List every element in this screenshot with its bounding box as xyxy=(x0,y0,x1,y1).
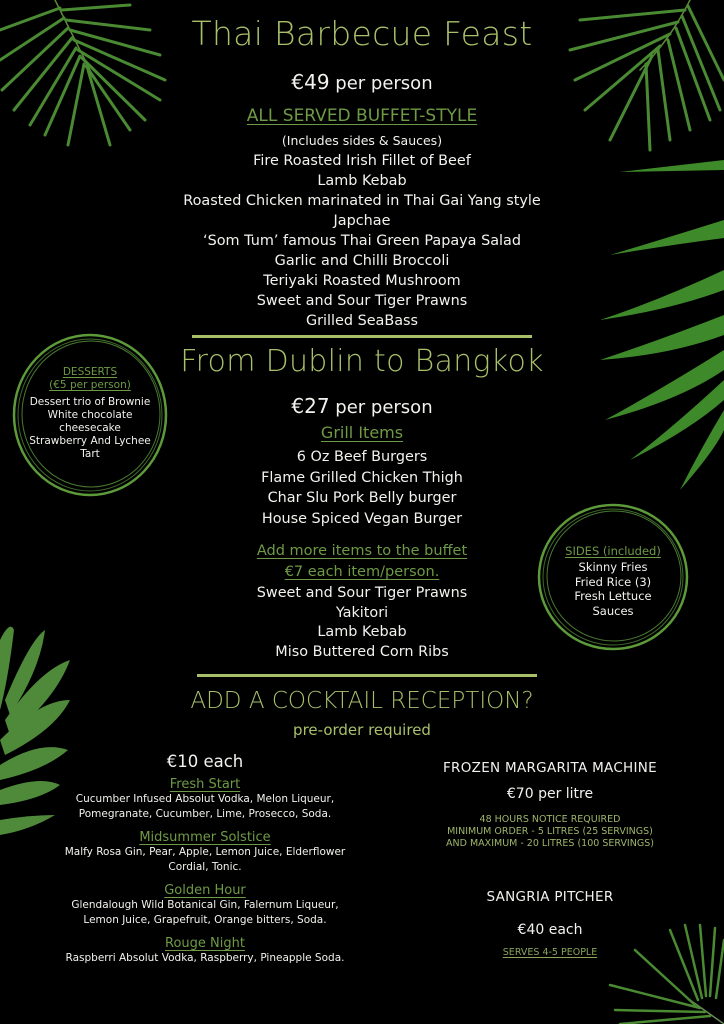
list-item: Roasted Chicken marinated in Thai Gai Yang style xyxy=(183,193,541,209)
list-item: 6 Oz Beef Burgers xyxy=(296,449,428,465)
grill-label: Grill Items xyxy=(320,423,404,442)
feast-price-unit: per person xyxy=(329,73,433,94)
cocktail-name: Fresh Start xyxy=(169,777,241,792)
list-item: Yakitori xyxy=(335,604,389,621)
cocktail-name: Rouge Night xyxy=(165,936,245,951)
list-item: cheesecake xyxy=(59,422,121,434)
margarita-section xyxy=(410,760,690,850)
cocktail-desc xyxy=(40,951,370,966)
sides-title: SIDES (included) xyxy=(565,544,661,558)
sangria-title: SANGRIA PITCHER xyxy=(486,889,614,905)
addon-label-1: Add more items to the buffet xyxy=(256,543,468,559)
cocktail-item xyxy=(40,777,370,822)
list-item: Sauces xyxy=(592,603,634,618)
margarita-title: FROZEN MARGARITA MACHINE xyxy=(442,760,658,776)
cocktail-item xyxy=(40,883,370,928)
feast-note: (Includes sides & Sauces) xyxy=(281,133,443,148)
list-item: Char Slu Pork Belly burger xyxy=(267,490,457,506)
desc-line: Pomegranate, Cucumber, Lime, Prosecco, Soda. xyxy=(78,808,332,820)
cocktail-list xyxy=(40,752,370,966)
note-line: MINIMUM ORDER - 5 LITRES (25 SERVINGS) xyxy=(447,826,653,837)
cocktail-name: Midsummer Solstice xyxy=(139,830,271,845)
sides-badge xyxy=(535,502,691,652)
desc-line: Malfy Rosa Gin, Pear, Apple, Lemon Juice, Elderflower xyxy=(64,846,346,858)
list-item: Japchae xyxy=(333,213,391,229)
sides-list xyxy=(535,560,691,618)
feast-subtitle: ALL SERVED BUFFET-STYLE xyxy=(246,106,478,126)
list-item: Fire Roasted Irish Fillet of Beef xyxy=(253,153,471,169)
feast-title: Thai Barbecue Feast xyxy=(191,14,533,53)
desc-line: Cordial, Tonic. xyxy=(168,861,242,873)
list-item: Garlic and Chilli Broccoli xyxy=(274,253,450,269)
list-item: Flame Grilled Chicken Thigh xyxy=(261,469,463,486)
list-item: Skinny Fries xyxy=(578,560,648,574)
feast-price-amount: €49 xyxy=(291,70,330,94)
addon-label-2: €7 each item/person. xyxy=(284,564,440,580)
list-item: Lamb Kebab xyxy=(317,173,407,189)
list-item: Sweet and Sour Tiger Prawns xyxy=(256,585,468,601)
note-line: 48 HOURS NOTICE REQUIRED xyxy=(479,814,621,825)
cocktail-name: Golden Hour xyxy=(164,883,246,898)
list-item: Fried Rice (3) xyxy=(574,574,652,589)
cocktail-item xyxy=(40,936,370,966)
cocktail-subtitle: pre-order required xyxy=(293,721,431,739)
dublin-price xyxy=(0,394,724,418)
cocktail-desc xyxy=(40,845,370,875)
cocktail-desc xyxy=(40,792,370,822)
feast-price xyxy=(0,70,724,94)
dublin-price-unit: per person xyxy=(329,397,433,418)
desc-line: Cucumber Infused Absolut Vodka, Melon Liqueur, xyxy=(75,793,335,805)
list-item: Lamb Kebab xyxy=(317,624,407,640)
cocktail-title: ADD A COCKTAIL RECEPTION? xyxy=(190,688,534,714)
list-item: Tart xyxy=(80,448,100,460)
sangria-price: €40 each xyxy=(517,922,583,938)
list-item: Sweet and Sour Tiger Prawns xyxy=(256,293,468,309)
cocktail-desc xyxy=(40,898,370,928)
list-item: Strawberry And Lychee xyxy=(29,435,151,447)
feast-item-list xyxy=(0,151,724,331)
desc-line: Raspberri Absolut Vodka, Raspberry, Pineapple Soda. xyxy=(65,952,345,964)
margarita-notes xyxy=(410,814,690,850)
cocktail-item xyxy=(40,830,370,875)
list-item: Fresh Lettuce xyxy=(574,589,652,603)
dublin-price-amount: €27 xyxy=(291,394,330,418)
divider xyxy=(192,335,532,338)
list-item: House Spiced Vegan Burger xyxy=(261,510,463,527)
list-item: White chocolate xyxy=(47,409,133,421)
list-item: ‘Som Tum’ famous Thai Green Papaya Salad xyxy=(203,233,521,249)
list-item: Teriyaki Roasted Mushroom xyxy=(263,273,461,289)
list-item: Grilled SeaBass xyxy=(305,313,419,329)
desserts-title: DESSERTS xyxy=(62,366,118,378)
desserts-price: (€5 per person) xyxy=(49,379,131,391)
margarita-price: €70 per litre xyxy=(506,786,594,802)
desc-line: Glendalough Wild Botanical Gin, Falernum Liqueur, xyxy=(71,899,339,911)
cocktail-price: €10 each xyxy=(166,752,244,771)
sangria-section xyxy=(440,889,660,958)
dublin-title: From Dublin to Bangkok xyxy=(180,344,544,379)
list-item: Dessert trio of Brownie xyxy=(29,396,151,408)
divider xyxy=(197,674,537,677)
sangria-note: SERVES 4-5 PEOPLE xyxy=(502,947,598,958)
desc-line: Lemon Juice, Grapefruit, Orange bitters, Soda. xyxy=(83,914,327,926)
list-item: Miso Buttered Corn Ribs xyxy=(275,643,449,660)
note-line: AND MAXIMUM - 20 LITRES (100 SERVINGS) xyxy=(446,838,654,849)
